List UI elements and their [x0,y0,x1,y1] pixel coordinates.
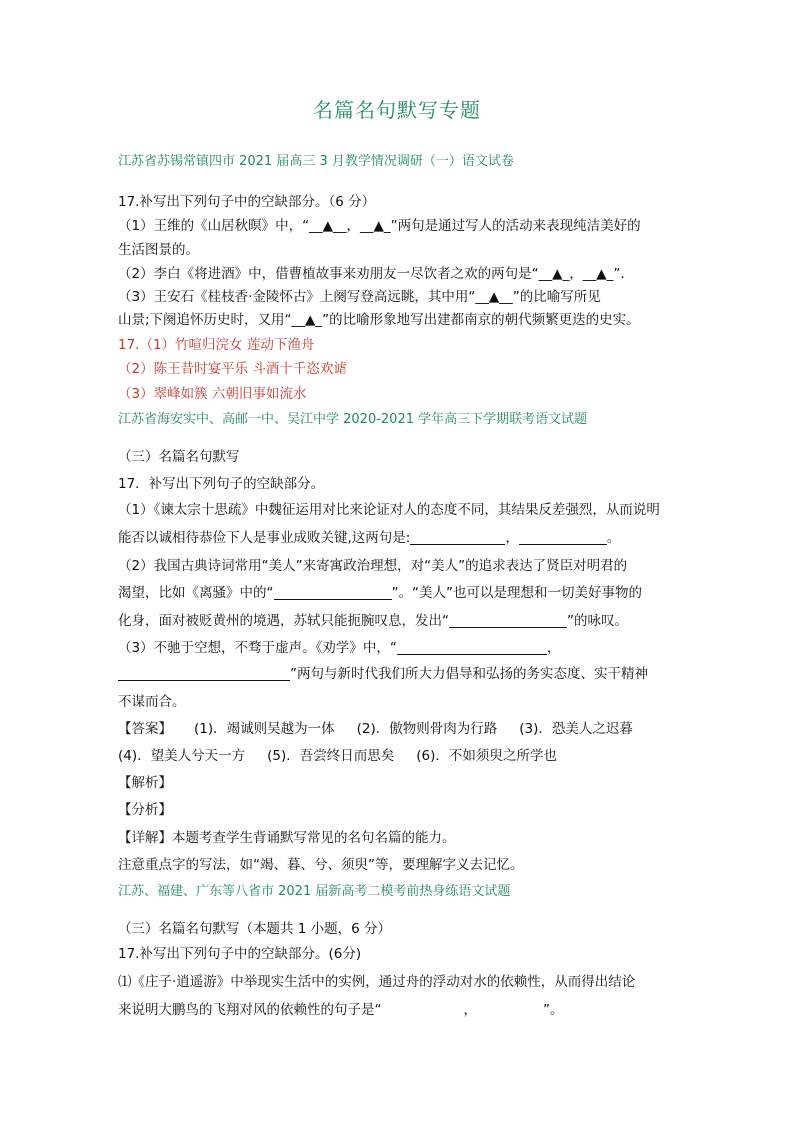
question-line: （2）李白《将进酒》中，借曹植故事来劝朋友一尽饮者之欢的两句是“__▲_，__▲_”. [118,266,625,282]
question-text: ”两句与新时代我们所大力倡导和弘扬的务实态度、实干精神 [290,666,648,682]
answer-row [118,744,557,764]
question-text: ”。 [543,1002,564,1018]
question-text: 化身，面对被贬黄州的境遇，苏轼只能扼腕叹息，发出“ [118,613,449,629]
answer-line: （2）陈王昔时宴平乐 斗酒十千恣欢谑 [118,361,347,377]
answer-blank[interactable] [449,612,567,628]
question-line: 17.补写出下列句子中的空缺部分。(6分) [118,946,362,962]
question-line: 山景;下阕追怀历史时，又用“__▲_”的比喻形象地写出建都南京的朝代频繁更迭的史实。 [118,312,640,328]
question-line: （1）王维的《山居秋暝》中，“__▲__，__▲_”两句是通过写人的活动来表现纯洁美好的 [118,218,641,234]
answer-row [118,717,633,737]
question-text: ， [505,530,519,546]
question-text: ， [546,640,561,656]
question-text: 能否以诚相待恭俭下人是事业成败关键,这两句是: [118,530,411,546]
answer-blank[interactable] [410,529,505,545]
question-line: 17.补写出下列句子中的空缺部分。（6 分） [118,194,376,210]
source-heading-3: 江苏、福建、广东等八省市 2021 届新高考二模考前热身练语文试题 [118,884,511,899]
analysis-label: 【解析】 [118,775,172,791]
question-text: ”的咏叹。 [567,613,628,629]
source-heading-2: 江苏省海安实中、高邮一中、吴江中学 2020-2021 学年高三下学期联考语文试题 [118,412,588,427]
question-line [118,526,620,546]
page-title: 名篇名句默写专题 [313,98,481,122]
detail-line: 【详解】本题考查学生背诵默写常见的名句名篇的能力。 [118,830,456,846]
answer-item: (4)．望美人兮天一方 [118,748,246,764]
question-text: （3）不驰于空想，不骛于虚声。《劝学》中，“ [118,640,397,656]
question-text: ， [463,1002,477,1018]
answer-item: (5)．吾尝终日而思矣 [267,748,395,764]
question-line: （1）《谏太宗十思疏》中魏征运用对比来论证对人的态度不同，其结果反差强烈，从而说明 [118,502,660,518]
section-heading: （三）名篇名句默写（本题共 1 小题，6 分） [118,921,392,937]
answer-label: 【答案】 [118,721,172,737]
answer-item: (6)．不如须臾之所学也 [416,748,557,764]
question-text: 渴望，比如《离骚》中的“ [118,585,274,601]
answer-blank[interactable] [118,665,290,681]
analysis-label: 【分析】 [118,802,172,818]
answer-blank[interactable] [519,529,607,545]
question-text: 来说明大鹏鸟的飞翔对风的依赖性的句子是“ [118,1002,382,1018]
question-line [118,662,648,682]
answer-item: (2)．傲物则骨肉为行路 [356,721,498,737]
question-line: ⑴《庄子·逍遥游》中举现实生活中的实例，通过舟的浮动对水的依赖性，从而得出结论 [118,974,636,990]
question-line: 生活图景的。 [118,242,199,258]
question-line [118,581,642,601]
answer-blank[interactable] [274,584,392,600]
question-line: （3）王安石《桂枝香·金陵怀古》上阕写登高远眺，其中用“__▲__”的比喻写所见 [118,289,601,305]
question-line: 17．补写出下列句子的空缺部分。 [118,476,325,492]
question-text: 。 [606,530,621,546]
question-text: ”。“美人”也可以是理想和一切美好事物的 [391,585,642,601]
answer-item: (3)．恐美人之迟暮 [519,721,633,737]
question-line [118,998,564,1018]
answer-item: (1)．竭诚则吴越为一体 [194,721,335,737]
note-line: 注意重点字的写法，如“竭、暮、兮、须臾”等，要理解字义去记忆。 [118,857,524,873]
question-line [118,609,628,629]
answer-line: （3）翠峰如簇 六朝旧事如流水 [118,386,307,402]
answer-line: 17.（1）竹喧归浣女 莲动下渔舟 [118,337,315,353]
question-line [118,636,560,656]
source-heading-1: 江苏省苏锡常镇四市 2021 届高三 3 月教学情况调研（一）语文试卷 [118,154,514,169]
question-line: 不谋而合。 [118,694,186,710]
question-line: （2）我国古典诗词常用“美人”来寄寓政治理想，对“美人”的追求表达了贤臣对明君的 [118,558,628,574]
section-heading: （三）名篇名句默写 [118,449,240,465]
answer-blank[interactable] [397,639,547,655]
